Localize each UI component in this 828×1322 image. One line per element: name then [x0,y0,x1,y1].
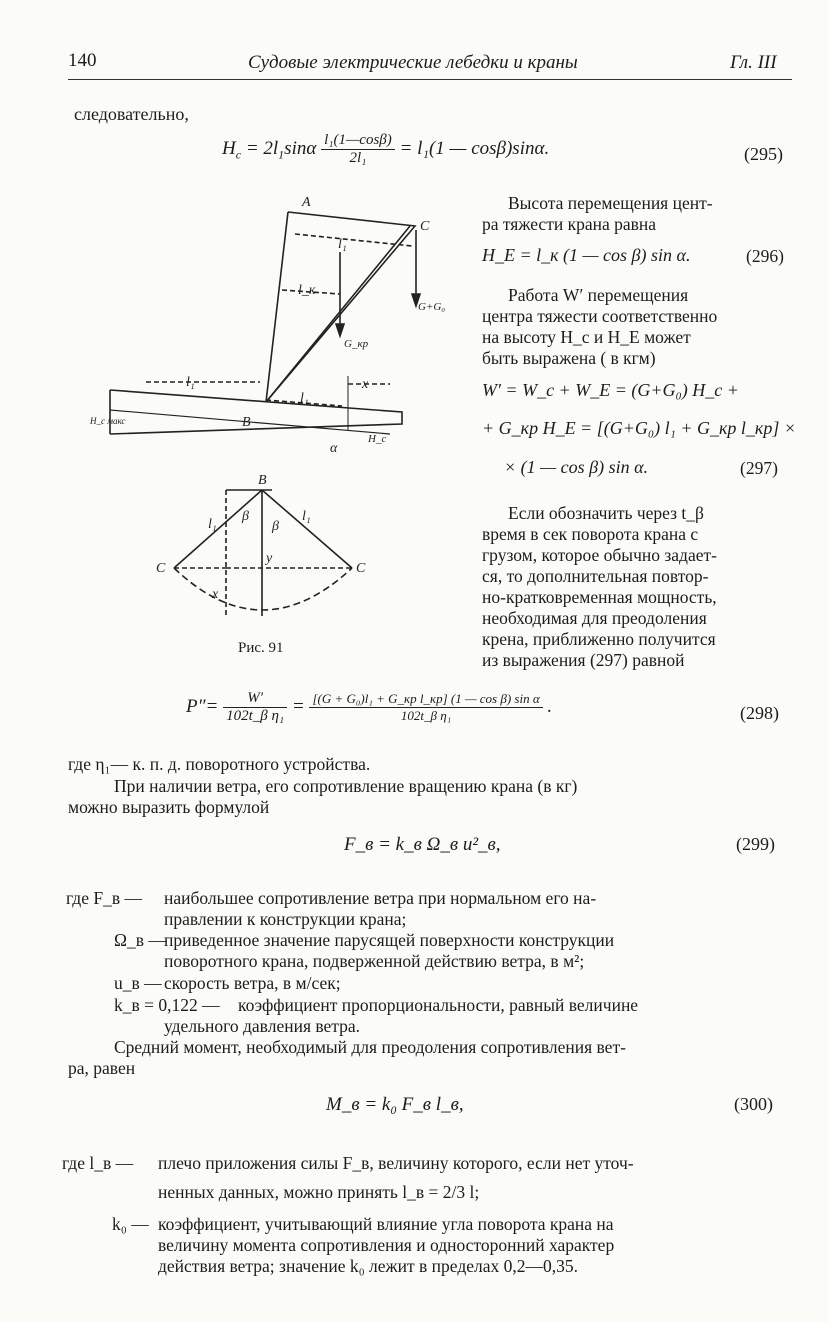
equation-296-number: (296) [746,246,784,266]
running-title: Судовые электрические лебедки и краны [248,52,578,73]
arrow-gkp-head [336,324,344,336]
label-B-plan: B [258,473,267,488]
equation-295: $H_c = 2l_1\sin\alpha$ $\frac{\text{l₁(1—cosβ)}}{\text{2l₁}}$ = l₁(1 — cosβ)sinα. [222,132,550,166]
label-C-top: C [420,219,430,234]
equation-299: F_в = k_в Ω_в u²_в, [344,834,501,855]
equation-300: M_в = k₀ F_в l_в, [326,1094,464,1115]
plan-arm-left [174,490,262,568]
label-beta-left: β [242,509,249,524]
def-kv-sym: k_в = 0,122 — [114,995,220,1015]
def-kv-line2: удельного давления ветра. [164,1016,361,1036]
equation-297-line3: × (1 — cos β) sin α. [504,457,649,477]
label-x-top: x [362,377,369,392]
def-k0-line1: коэффициент, учитывающий влияние угла поворота крана на [158,1214,614,1234]
equation-300-number: (300) [734,1094,773,1114]
wind-para-line2: можно выразить формулой [68,797,270,817]
where-eta: где η₁— к. п. д. поворотного устройства. [68,754,371,774]
def-omega-sym: Ω_в — [114,930,166,950]
rc-p2-line2: центра тяжести соответственно [482,306,718,326]
def-fv-line1: наибольшее сопротивление ветра при нормальном его на- [164,888,597,908]
label-ggo: G+G₀ [418,301,446,313]
def-omega-line2: поворотного крана, подверженной действию ветра, в м²; [164,951,585,971]
rc-p3-line3: грузом, которое обычно задает- [482,545,717,565]
crane-tie [266,226,410,402]
def-k0-sym: k₀ — [112,1214,149,1234]
figure-91 [90,190,470,660]
equation-297-number: (297) [740,458,778,478]
rc-p3-line7: крена, приближенно получится [482,629,716,649]
label-l1-right: l₁ [300,391,309,406]
moment-para-line1: Средний момент, необходимый для преодоления сопротивления вет- [114,1037,626,1057]
label-C-right: C [356,561,366,576]
intro-word: следовательно, [74,104,189,124]
moment-para-line2: ра, равен [68,1058,136,1078]
label-l1-plan-right: l₁ [302,509,311,524]
label-l1-left: l₁ [186,375,195,390]
def-k0-line2: величину момента сопротивления и односторонний характер [158,1235,615,1255]
def-uv-line1: скорость ветра, в м/сек; [164,973,341,993]
def-lv-line1: плечо приложения силы F_в, величину которого, если нет уточ- [158,1153,634,1173]
crane-mast [266,212,288,402]
def-k0-line3: действия ветра; значение k₀ лежит в пределах 0,2—0,35. [158,1256,578,1276]
label-hcmax: H_c макс [90,416,126,426]
page-number: 140 [68,50,97,71]
rc-p2-line1: Работа W′ перемещения [508,285,689,305]
header-rule [68,79,792,80]
label-C-left: C [156,561,166,576]
rc-p3-line2: время в сек поворота крана с [482,524,699,544]
wind-para-line1: При наличии ветра, его сопротивление вращению крана (в кг) [114,776,578,796]
label-hc: H_c [368,433,387,445]
label-x-plan: x [212,587,219,602]
label-A: A [302,195,311,210]
plan-arc [174,568,352,610]
rc-p3-line4: ся, то дополнительная повтор- [482,566,709,586]
deck-inclined [110,390,402,434]
def-fv-line2: правлении к конструкции крана; [164,909,407,929]
rc-p3-line6: необходимая для преодоления [482,608,707,628]
def-lv-sym: где l_в — [62,1153,134,1173]
equation-297-line2: + G_кр H_E = [(G+G₀) l₁ + G_кр l_кр] × [482,418,796,438]
label-l1-plan-left: l₁ [208,517,217,532]
def-uv-sym: u_в — [114,973,162,993]
equation-299-number: (299) [736,834,775,854]
figure-caption: Рис. 91 [238,640,284,656]
rc-p3-line8: из выражения (297) равной [482,650,685,670]
dim-l1-top [295,234,412,246]
equation-298: P″= $\frac{W'}{\text{102t\_β η₁}}$ = $\frac{\text{[(G + G₀)l₁ + G\_кр l\_кр] (1 — cos β) sin α}}{\text{102t\_β η₁}}$ . [186,690,553,724]
chapter-label: Гл. III [730,52,777,73]
rc-p2-line3: на высоту H_c и H_E может [482,327,691,347]
label-lk: l_к [298,283,316,298]
rc-p3-line1: Если обозначить через t_β [508,503,704,523]
def-kv-line1: коэффициент пропорциональности, равный величине [238,995,639,1015]
label-gkp: G_кр [344,338,369,350]
def-fv-sym: где F_в — [66,888,142,908]
rc-p3-line5: но-кратковременная мощность, [482,587,717,607]
rc-p1-line2: ра тяжести крана равна [482,214,657,234]
def-lv-line2: ненных данных, можно принять l_в = 2/3 l; [158,1182,480,1202]
rc-p2-line4: быть выражена ( в кгм) [482,348,656,368]
def-omega-line1: приведенное значение парусящей поверхности конструкции [164,930,615,950]
equation-295-number: (295) [744,144,783,164]
label-l1-top: l₁ [338,237,347,252]
label-B-top: B [242,415,251,430]
label-y: y [266,551,273,566]
equation-298-number: (298) [740,703,779,723]
label-beta-right: β [272,519,279,534]
rc-p1-line1: Высота перемещения цент- [508,193,713,213]
label-alpha: α [330,441,338,456]
equation-296: H_E = l_к (1 — cos β) sin α. [482,245,691,265]
equation-297-line1: W′ = W_c + W_E = (G+G₀) H_c + [482,380,739,400]
